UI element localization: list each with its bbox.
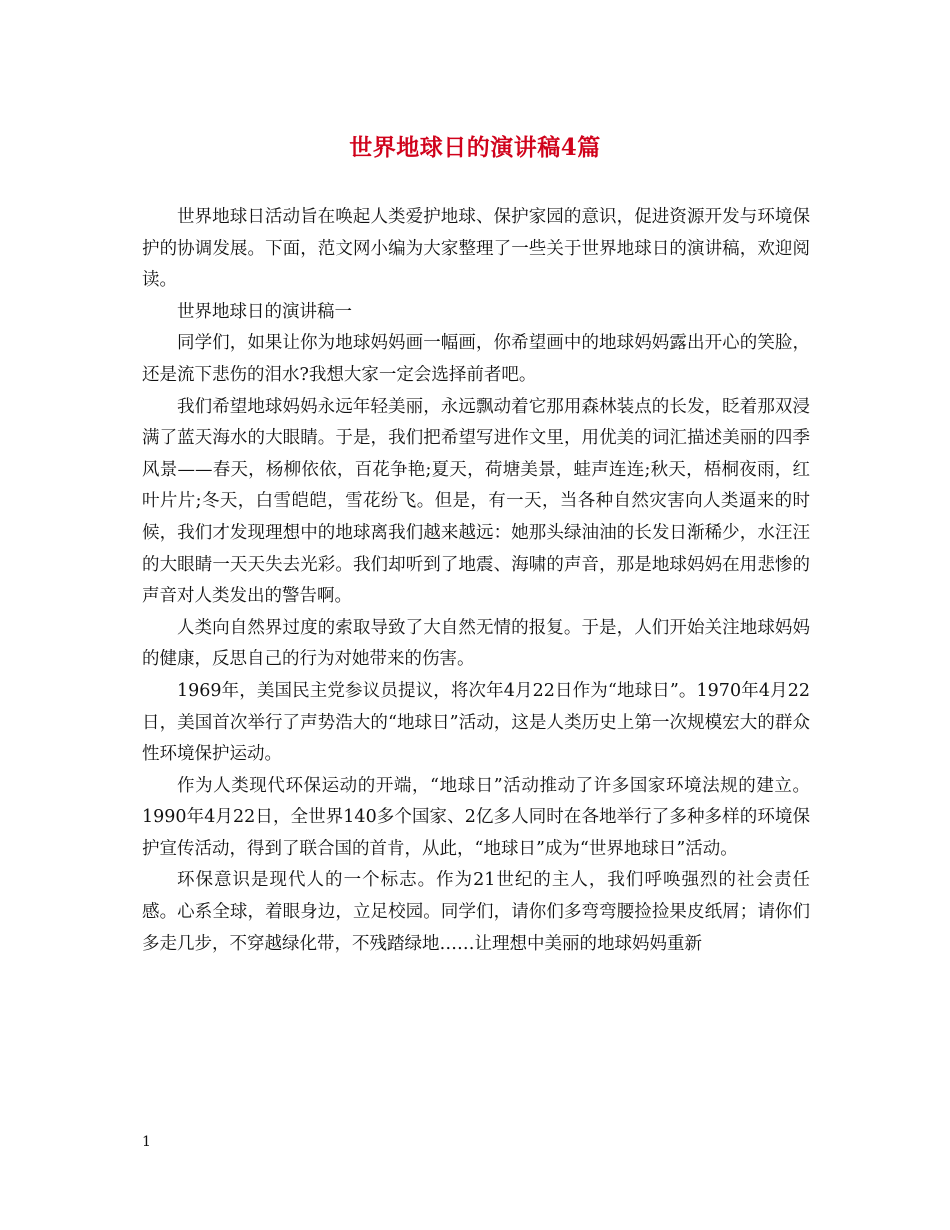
body-paragraph: 同学们，如果让你为地球妈妈画一幅画，你希望画中的地球妈妈露出开心的笑脸，还是流下悲伤的泪水?我想大家一定会选择前者吧。 bbox=[142, 333, 810, 385]
body-paragraph: 1969年，美国民主党参议员提议，将次年4月22日作为“地球日”。1970年4月22日，美国首次举行了声势浩大的“地球日”活动，这是人类历史上第一次规模宏大的群众性环境保护运动。 bbox=[142, 680, 810, 765]
body-paragraph: 我们希望地球妈妈永远年轻美丽，永远飘动着它那用森林装点的长发，眨着那双浸满了蓝天海水的大眼睛。于是，我们把希望写进作文里，用优美的词汇描述美丽的四季风景——春天，杨柳依依，百花争艳;夏天，荷塘美景，蛙声连连;秋天，梧桐夜雨，红叶片片;冬天，白雪皑皑，雪花纷飞。但是，有一天，当各种自然灾害向人类逼来的时候，我们才发现理想中的地球离我们越来越远：她那头绿油油的长发日渐稀少，水汪汪的大眼睛一天天失去光彩。我们却听到了地震、海啸的声音，那是地球妈妈在用悲惨的声音对人类发出的警告啊。 bbox=[142, 396, 810, 607]
page-number: 1 bbox=[142, 1134, 151, 1150]
document-body bbox=[142, 202, 810, 960]
section-heading: 世界地球日的演讲稿一 bbox=[177, 301, 352, 322]
body-paragraph: 作为人类现代环保运动的开端，“地球日”活动推动了许多国家环境法规的建立。1990年4月22日，全世界140多个国家、2亿多人同时在各地举行了多种多样的环境保护宣传活动，得到了联合国的首肯，从此，“地球日”成为“世界地球日”活动。 bbox=[142, 775, 810, 859]
body-paragraph: 人类向自然界过度的索取导致了大自然无情的报复。于是，人们开始关注地球妈妈的健康，反思自己的行为对她带来的伤害。 bbox=[142, 617, 810, 670]
body-paragraph: 环保意识是现代人的一个标志。作为21世纪的主人，我们呼唤强烈的社会责任感。心系全球，着眼身边，立足校园。同学们，请你们多弯弯腰捡捡果皮纸屑；请你们多走几步，不穿越绿化带，不残踏绿地……让理想中美丽的地球妈妈重新 bbox=[142, 870, 810, 954]
document-title: 世界地球日的演讲稿4篇 bbox=[349, 134, 601, 161]
intro-paragraph: 世界地球日活动旨在唤起人类爱护地球、保护家园的意识，促进资源开发与环境保护的协调发展。下面，范文网小编为大家整理了一些关于世界地球日的演讲稿，欢迎阅读。 bbox=[142, 207, 810, 291]
